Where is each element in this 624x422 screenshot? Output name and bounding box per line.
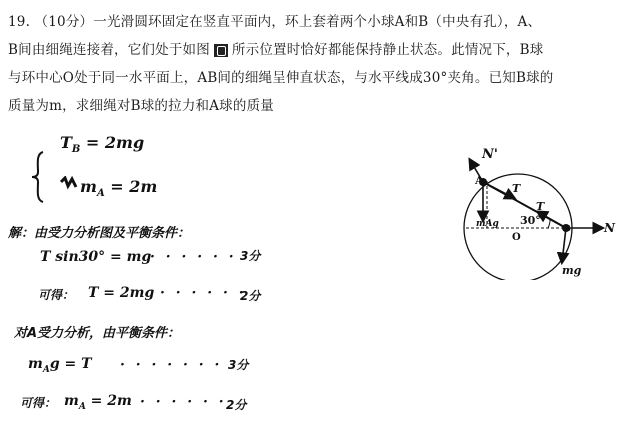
label-o: O bbox=[512, 232, 521, 243]
label-n: N bbox=[604, 221, 615, 235]
question-line-2 bbox=[8, 40, 543, 60]
solution-step-4-eq: $m_A = 2m$ bbox=[64, 393, 132, 412]
solution-step-3-eq: $m_Ag = T$ bbox=[28, 356, 92, 375]
question-line-1: 19. （10分）一光滑圆环固定在竖直平面内，环上套着两个小球A和B（中央有孔），A、 bbox=[8, 14, 542, 30]
solution-step-3-score: 3分 bbox=[228, 358, 249, 372]
label-mg: mg bbox=[562, 264, 582, 277]
question-line-2b: 所示位置时恰好都能保持静止状态。此情况下，B球 bbox=[231, 42, 544, 58]
solution-step-2-score: 2分 bbox=[240, 289, 261, 303]
label-a: A bbox=[475, 174, 484, 187]
label-n-prime: N' bbox=[482, 147, 498, 162]
solution-step-4-score: 2分 bbox=[226, 398, 247, 412]
label-t-lower: T bbox=[536, 200, 545, 213]
scribble-mark bbox=[60, 176, 78, 190]
solution-step-3-label: 对A受力分析，由平衡条件： bbox=[14, 326, 181, 341]
label-mag: mAg bbox=[476, 219, 499, 229]
question-line-2a: B间由细绳连接着，它们处于如图 bbox=[8, 42, 210, 58]
solution-step-3-dots: · · · · · · · bbox=[120, 357, 223, 373]
brace-icon bbox=[30, 150, 46, 204]
solution-step-2-label: 可得： bbox=[38, 288, 75, 302]
angle-arc bbox=[548, 219, 550, 228]
label-t-upper: T bbox=[512, 182, 521, 195]
solution-step-4-dots: · · · · · · bbox=[140, 394, 227, 410]
question-line-4: 质量为m，求细绳对B球的拉力和A球的质量 bbox=[8, 98, 274, 114]
force-diagram bbox=[452, 140, 624, 280]
tension-arrow-a bbox=[483, 182, 514, 198]
solution-step-4-label: 可得： bbox=[20, 396, 57, 410]
label-angle: 30° bbox=[520, 214, 541, 227]
tension-arrow-b bbox=[538, 212, 566, 228]
solution-step-2-dots: · · · · · · bbox=[160, 285, 247, 301]
solution-step-1-dots: · · · · · · bbox=[150, 249, 237, 265]
solution-step-2-eq: T = 2mg bbox=[88, 285, 155, 301]
answer-eq-1: $T_B = 2mg$ bbox=[60, 133, 145, 156]
answer-eq-2: $m_A = 2m$ bbox=[80, 177, 158, 200]
solution-step-1-eq: T sin30° = mg bbox=[40, 249, 152, 265]
label-b: B bbox=[564, 223, 571, 233]
solution-step-1-label: 解：由受力分析图及平衡条件： bbox=[8, 226, 191, 241]
solution-step-1-score: 3分 bbox=[240, 249, 261, 263]
question-line-3: 与环中心O处于同一水平面上，AB间的细绳呈伸直状态，与水平线成30°夹角。已知B球的 bbox=[8, 70, 554, 86]
figure-reference-icon bbox=[214, 44, 228, 57]
